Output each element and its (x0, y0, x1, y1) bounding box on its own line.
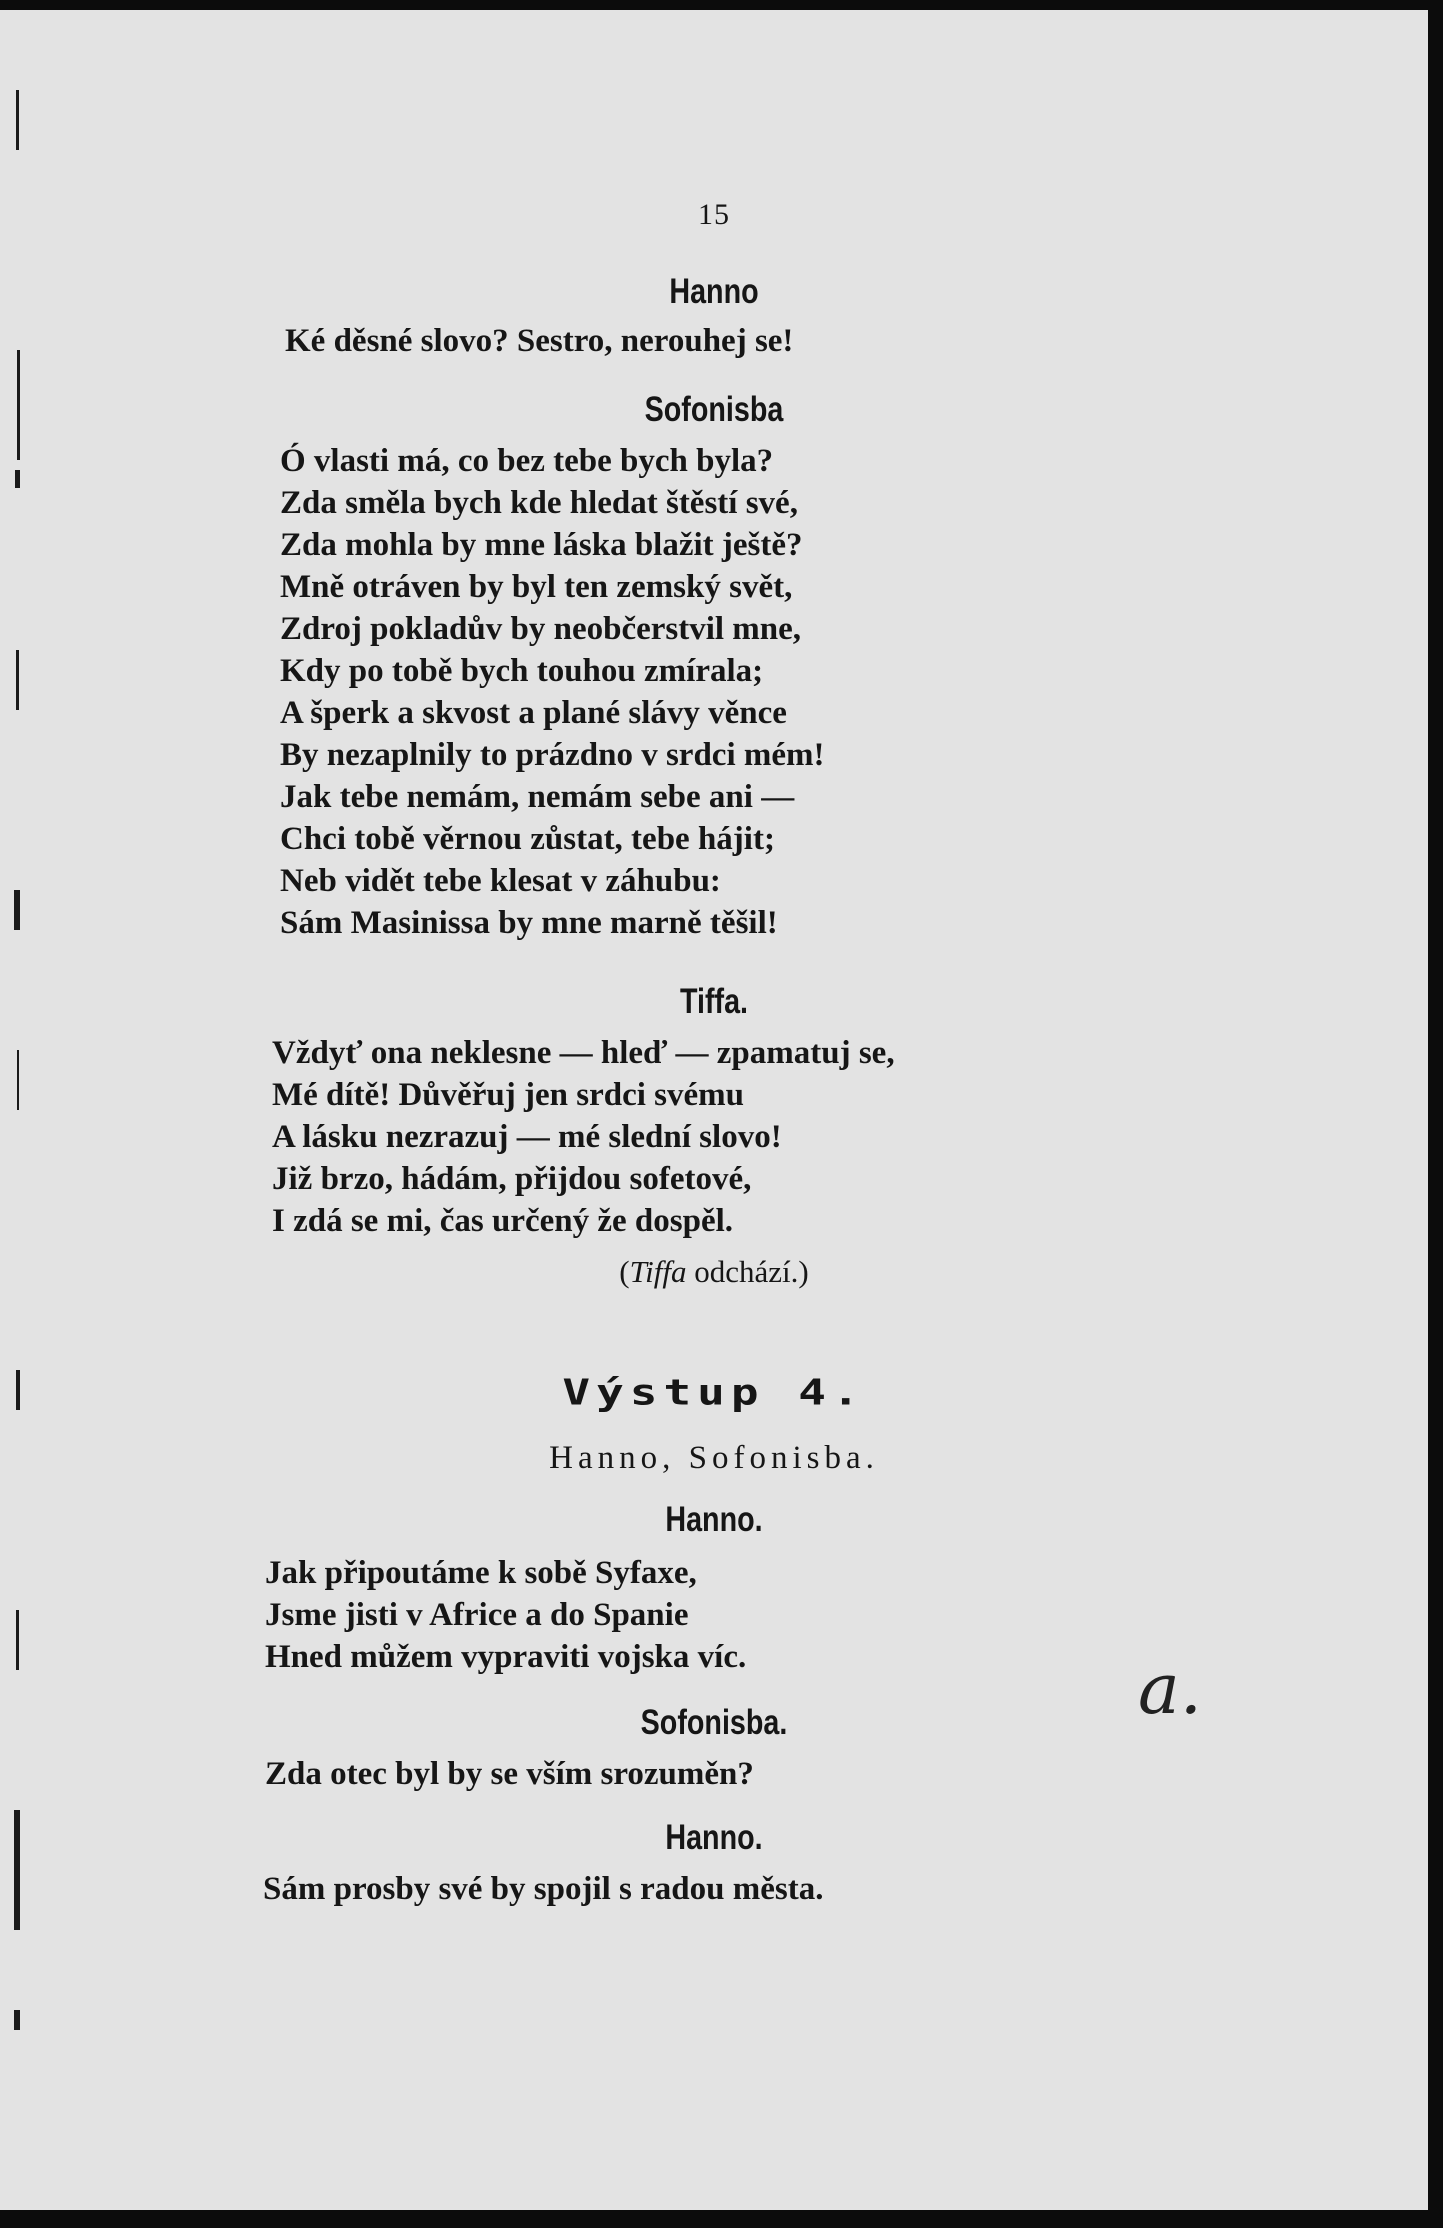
verse-line: A šperk a skvost a plané slávy věnce (280, 695, 787, 731)
verse-line: Již brzo, hádám, přijdou sofetové, (272, 1161, 752, 1197)
verse-lines (265, 1552, 1428, 1678)
verse-line: Zdroj pokladův by neobčerstvil mne, (280, 611, 802, 647)
verse-lines (272, 1032, 1428, 1242)
verse-line: Mně otráven by byl ten zemský svět, (280, 569, 793, 605)
verse-line: Sám prosby své by spojil s radou města. (263, 1871, 824, 1907)
verse-line: Jak připoutáme k sobě Syfaxe, (265, 1555, 697, 1591)
speaker-name: Hanno. (665, 1500, 763, 1539)
speaker-name: Tiffa. (679, 982, 749, 1021)
verse-line: Zda mohla by mne láska blažit ještě? (280, 527, 803, 563)
verse-line: Zda otec byl by se vším srozuměn? (265, 1756, 754, 1792)
scene-characters: Hanno, Sofonisba. (549, 1440, 879, 1476)
verse-lines (280, 440, 1428, 944)
verse-line: Jsme jisti v Africe a do Spanie (265, 1597, 689, 1633)
stage-direction-name: Tiffa (629, 1254, 687, 1289)
dialogue-sofonisba-2 (0, 1703, 1428, 1795)
verse-line: Chci tobě věrnou zůstat, tebe hájit; (280, 821, 775, 857)
verse-line: Mé dítě! Důvěřuj jen srdci svému (272, 1077, 744, 1113)
verse-lines (285, 320, 1428, 362)
verse-line: Kdy po tobě bych touhou zmírala; (280, 653, 764, 689)
verse-lines (263, 1868, 1428, 1910)
verse-lines (265, 1753, 1428, 1795)
verse-line: Zda směla bych kde hledat štěstí své, (280, 485, 798, 521)
dialogue-tiffa (0, 982, 1428, 1242)
verse-line: I zdá se mi, čas určený že dospěl. (272, 1203, 734, 1239)
verse-line: Jak tebe nemám, nemám sebe ani — (280, 779, 795, 815)
page-number: 15 (698, 198, 730, 231)
book-page (0, 10, 1428, 2210)
scene-title: Výstup 4. (562, 1370, 866, 1414)
stage-direction: (Tiffa odchází.) (619, 1254, 809, 1289)
verse-line: Neb vidět tebe klesat v záhubu: (280, 863, 721, 899)
dialogue-hanno-2 (0, 1500, 1428, 1678)
speaker-name: Hanno. (665, 1818, 763, 1857)
verse-line: Sám Masinissa by mne marně těšil! (280, 905, 778, 941)
dialogue-hanno-3 (0, 1818, 1428, 1910)
speaker-name: Sofonisba. (640, 1703, 788, 1742)
handwritten-margin-note: a. (1138, 1648, 1202, 1730)
verse-line: Hned můžem vypraviti vojska víc. (265, 1639, 747, 1675)
speaker-name: Hanno (669, 272, 759, 311)
verse-line: Ké děsné slovo? Sestro, nerouhej se! (285, 323, 794, 359)
verse-line: A lásku nezrazuj — mé slední slovo! (272, 1119, 782, 1155)
verse-line: Ó vlasti má, co bez tebe bych byla? (280, 443, 774, 479)
dialogue-hanno-1 (0, 272, 1428, 362)
speaker-name: Sofonisba (644, 390, 784, 429)
verse-line: Vždyť ona neklesne — hleď — zpamatuj se, (272, 1035, 895, 1071)
verse-line: By nezaplnily to prázdno v srdci mém! (280, 737, 825, 773)
dialogue-sofonisba-1 (0, 390, 1428, 944)
